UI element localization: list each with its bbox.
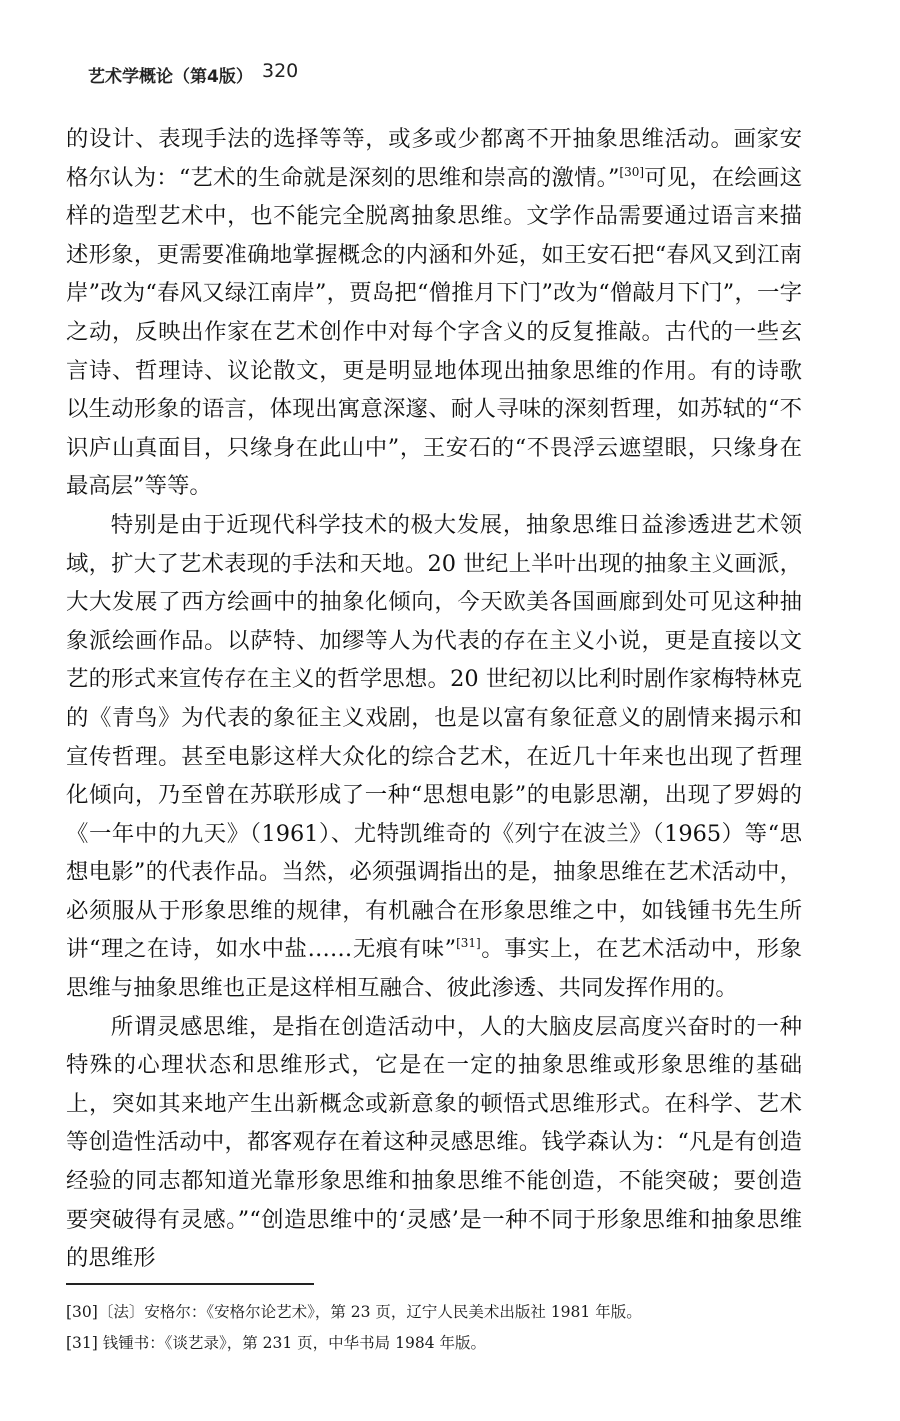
body-text [66,120,802,1278]
running-head-title: 艺术学概论（第4版） [88,67,253,87]
paragraph-1-text-a: 的设计、表现手法的选择等等，或多或少都离不开抽象思维活动。画家安格尔认为：“艺术的生命就是深刻的思维和崇高的激情。” [66,126,802,191]
paragraph-3-text: 所谓灵感思维，是指在创造活动中，人的大脑皮层高度兴奋时的一种特殊的心理状态和思维形式，它是在一定的抽象思维或形象思维的基础上，突如其来地产生出新概念或新意象的顿悟式思维形式。在科学、艺术等创造性活动中，都客观存在着这种灵感思维。钱学森认为：“凡是有创造经验的同志都知道光靠形象思维和抽象思维不能创造，不能突破；要创造要突破得有灵感。”“创造思维中的‘灵感’是一种不同于形象思维和抽象思维的思维形 [66,1013,802,1272]
footnote-ref-31: [31] [456,936,481,951]
paragraph-1 [66,120,802,506]
paragraph-2-text-a: 特别是由于近现代科学技术的极大发展，抽象思维日益渗透进艺术领域，扩大了艺术表现的手法和天地。20 世纪上半叶出现的抽象主义画派，大大发展了西方绘画中的抽象化倾向，今天欧美各国画廊到处可见这种抽象派绘画作品。以萨特、加缪等人为代表的存在主义小说，更是直接以文艺的形式来宣传存在主义的哲学思想。20 世纪初以比利时剧作家梅特林克的《青鸟》为代表的象征主义戏剧，也是以富有象征意义的剧情来揭示和宣传哲理。甚至电影这样大众化的综合艺术，在近几十年来也出现了哲理化倾向，乃至曾在苏联形成了一种“思想电影”的电影思潮，出现了罗姆的《一年中的九天》（1961）、尤特凯维奇的《列宁在波兰》（1965）等“思想电影”的代表作品。当然，必须强调指出的是，抽象思维在艺术活动中，必须服从于形象思维的规律，有机融合在形象思维之中，如钱锺书先生所讲“理之在诗，如水中盐……无痕有味” [66,511,802,963]
page-number: 320 [262,60,299,82]
paragraph-2 [66,506,802,1008]
footnote-divider [66,1283,314,1285]
footnote-31: [31] 钱锺书：《谈艺录》，第 231 页，中华书局 1984 年版。 [66,1334,486,1352]
footnotes [66,1297,802,1359]
footnote-30: [30]〔法〕安格尔：《安格尔论艺术》，第 23 页，辽宁人民美术出版社 1981 年版。 [66,1303,642,1321]
paragraph-3 [66,1008,802,1278]
paragraph-2-text-b: 。事实上，在艺术活动中，形象思维与抽象思维也正是这样相互融合、彼此渗透、共同发挥作用的。 [66,936,802,1002]
footnote-ref-30: [30] [619,164,645,179]
paragraph-1-text-b: 可见，在绘画这样的造型艺术中，也不能完全脱离抽象思维。文学作品需要通过语言来描述形象，更需要准确地掌握概念的内涵和外延，如王安石把“春风又到江南岸”改为“春风又绿江南岸”，贾岛把“僧推月下门”改为“僧敲月下门”，一字之动，反映出作家在艺术创作中对每个字含义的反复推敲。古代的一些玄言诗、哲理诗、议论散文，更是明显地体现出抽象思维的作用。有的诗歌以生动形象的语言，体现出寓意深邃、耐人寻味的深刻哲理，如苏轼的“不识庐山真面目，只缘身在此山中”，王安石的“不畏浮云遮望眼，只缘身在最高层”等等。 [66,164,802,500]
